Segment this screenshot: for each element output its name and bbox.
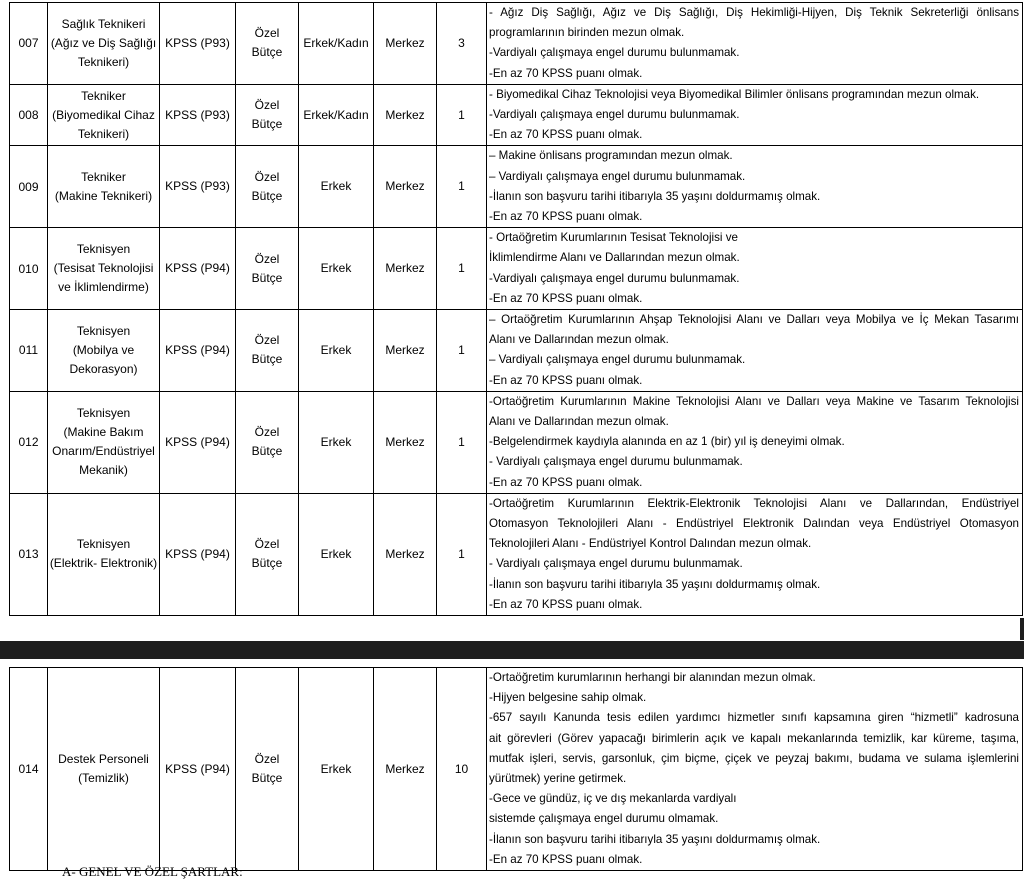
position-count: 1 [458, 107, 465, 122]
table-row [10, 668, 1023, 871]
position-count: 10 [454, 761, 469, 776]
position-subtitle-line: (Ağız ve Diş Sağlığı [50, 35, 157, 50]
budget-line: Özel [254, 26, 280, 41]
position-count-cell [437, 310, 487, 392]
location-cell [374, 84, 437, 146]
position-count: 1 [458, 546, 465, 561]
budget-line: Bütçe [251, 117, 283, 132]
position-count-cell [437, 84, 487, 146]
location: Merkez [385, 35, 425, 50]
requirement-line: -En az 70 KPSS puanı olmak. [489, 128, 643, 142]
gender: Erkek/Kadın [303, 35, 369, 50]
location: Merkez [385, 761, 425, 776]
requirements-cell [487, 668, 1023, 871]
position-title: Destek Personeli [58, 752, 149, 767]
exam-type-cell [160, 310, 236, 392]
requirement-line: -Hijyen belgesine sahip olmak. [489, 691, 647, 705]
position-count-cell [437, 3, 487, 85]
location-cell [374, 3, 437, 85]
position-count: 1 [458, 261, 465, 276]
exam-type: KPSS (P94) [165, 546, 230, 561]
exam-type: KPSS (P94) [165, 434, 230, 449]
gender-cell [299, 668, 374, 871]
requirement-line: Otomasyon Teknolojileri Alanı - Endüstriyel Elektronik Dalından veya Endüstriyel Otomasyon [489, 517, 1019, 531]
gender: Erkek [320, 261, 352, 276]
exam-type: KPSS (P93) [165, 107, 230, 122]
exam-type: KPSS (P93) [165, 179, 230, 194]
positions-table-2 [9, 667, 1023, 871]
exam-type-cell [160, 228, 236, 310]
exam-type-cell [160, 668, 236, 871]
requirement-line: -657 sayılı Kanunda tesis edilen yardımcı hizmetler sınıfı kapsamına giren “hizmetli” kadrosuna [489, 711, 1019, 725]
position-code-cell [10, 228, 48, 310]
location-cell [374, 493, 437, 615]
position-count: 1 [458, 179, 465, 194]
table-row [10, 391, 1023, 493]
gender: Erkek [320, 179, 352, 194]
requirement-line: – Makine önlisans programından mezun olmak. [489, 149, 733, 163]
position-title-cell [48, 493, 160, 615]
position-title-cell [48, 668, 160, 871]
budget-line: Bütçe [251, 444, 283, 459]
gender-cell [299, 84, 374, 146]
budget-line: Özel [254, 98, 280, 113]
gender-cell [299, 228, 374, 310]
requirement-line: - Ortaöğretim Kurumlarının Tesisat Teknolojisi ve [489, 231, 738, 245]
requirement-line: Alanı ve Dallarından mezun olmak. [489, 415, 669, 429]
position-count: 3 [458, 35, 465, 50]
location-cell [374, 228, 437, 310]
requirement-line: -Belgelendirmek kaydıyla alanında en az 1 (bir) yıl iş deneyimi olmak. [489, 435, 845, 449]
table-row [10, 493, 1023, 615]
exam-type-cell [160, 146, 236, 228]
position-subtitle-line: Teknikeri) [77, 54, 130, 69]
position-title: Sağlık Teknikeri [61, 16, 146, 31]
requirement-line: -En az 70 KPSS puanı olmak. [489, 373, 643, 387]
table-row [10, 310, 1023, 392]
location-cell [374, 391, 437, 493]
page-separator-bar [0, 641, 1024, 659]
position-code: 012 [18, 435, 39, 450]
location: Merkez [385, 179, 425, 194]
requirement-line: -En az 70 KPSS puanı olmak. [489, 66, 643, 80]
budget-cell [236, 84, 299, 146]
gender-cell [299, 310, 374, 392]
location: Merkez [385, 434, 425, 449]
position-subtitle-line: (Makine Bakım [63, 425, 144, 440]
position-subtitle-line: (Temizlik) [78, 771, 129, 786]
requirement-line: -İlanın son başvuru tarihi itibarıyla 35 yaşını doldurmamış olmak. [489, 832, 821, 846]
gender-cell [299, 391, 374, 493]
budget-cell [236, 391, 299, 493]
requirements-cell [487, 391, 1023, 493]
position-code: 011 [18, 343, 39, 358]
budget-line: Özel [254, 752, 280, 767]
requirements-cell [487, 146, 1023, 228]
budget-line: Bütçe [251, 771, 283, 786]
position-subtitle-line: (Biyomedikal Cihaz [52, 107, 155, 122]
location: Merkez [385, 107, 425, 122]
position-subtitle-line: Onarım/Endüstriyel [52, 444, 155, 459]
budget-cell [236, 310, 299, 392]
requirement-line: -İlanın son başvuru tarihi itibarıyla 35 yaşını doldurmamış olmak. [489, 189, 821, 203]
budget-line: Bütçe [251, 270, 283, 285]
requirement-line: Teknolojileri Alanı - Endüstriyel Kontrol Dalından mezun olmak. [489, 537, 812, 551]
position-count: 1 [458, 434, 465, 449]
position-count-cell [437, 493, 487, 615]
location: Merkez [385, 546, 425, 561]
page-edge-bar [1020, 618, 1024, 640]
requirement-line: -Vardiyalı çalışmaya engel durumu bulunmamak. [489, 271, 740, 285]
gender-cell [299, 493, 374, 615]
requirement-line: - Biyomedikal Cihaz Teknolojisi veya Biyomedikal Bilimler önlisans programından mezun olmak. [489, 87, 980, 101]
position-count-cell [437, 146, 487, 228]
gender-cell [299, 3, 374, 85]
requirement-line: -Gece ve gündüz, iç ve dış mekanlarda vardiyalı [489, 792, 737, 806]
requirements-cell [487, 228, 1023, 310]
position-title-cell [48, 146, 160, 228]
position-count-cell [437, 391, 487, 493]
table-row [10, 228, 1023, 310]
position-code-cell [10, 391, 48, 493]
position-subtitle-line: Dekorasyon) [69, 361, 138, 376]
position-title: Tekniker [81, 169, 126, 184]
location: Merkez [385, 261, 425, 276]
requirement-line: - Vardiyalı çalışmaya engel durumu bulunmamak. [489, 455, 743, 469]
requirement-line: - Ağız Diş Sağlığı, Ağız ve Diş Sağlığı, Diş Hekimliği-Hijyen, Diş Teknik Sekreterliği önlisans [489, 6, 1019, 19]
requirement-line: -En az 70 KPSS puanı olmak. [489, 597, 643, 611]
position-code: 009 [18, 179, 39, 194]
gender: Erkek [320, 434, 352, 449]
requirement-line: yürütmek) yerine getirmek. [489, 772, 627, 786]
position-code-cell [10, 668, 48, 871]
budget-line: Bütçe [251, 352, 283, 367]
position-subtitle-line: (Makine Teknikeri) [54, 188, 153, 203]
requirement-line: -En az 70 KPSS puanı olmak. [489, 852, 643, 866]
location-cell [374, 146, 437, 228]
budget-cell [236, 228, 299, 310]
position-subtitle-line: (Mobilya ve [72, 342, 135, 357]
position-title: Teknisyen [76, 323, 131, 338]
requirement-line: ait görevleri (Görev yapacağı birimlerin açık ve kapalı mekanlarında temizlik, kar küreme, taşıma, [489, 731, 1019, 745]
position-code: 010 [18, 261, 39, 276]
requirement-line: -Ortaöğretim Kurumlarının Elektrik-Elektronik Teknolojisi Alanı ve Dallarından, Endüstriyel [489, 496, 1019, 510]
exam-type: KPSS (P93) [165, 35, 230, 50]
budget-line: Bütçe [251, 556, 283, 571]
position-count-cell [437, 228, 487, 310]
budget-cell [236, 493, 299, 615]
location: Merkez [385, 342, 425, 357]
section-heading: A- GENEL VE ÖZEL ŞARTLAR: [62, 864, 243, 879]
position-title-cell [48, 310, 160, 392]
table-row [10, 146, 1023, 228]
requirement-line: – Vardiyalı çalışmaya engel durumu bulunmamak. [489, 353, 746, 367]
position-subtitle-line: (Tesisat Teknolojisi [53, 261, 154, 276]
requirement-line: sistemde çalışmaya engel durumu olmamak. [489, 812, 719, 826]
requirement-line: -En az 70 KPSS puanı olmak. [489, 210, 643, 224]
position-title: Tekniker [81, 88, 126, 103]
position-title: Teknisyen [76, 242, 131, 257]
positions-table-1 [9, 2, 1023, 616]
gender: Erkek [320, 342, 352, 357]
position-code: 014 [18, 762, 39, 777]
gender: Erkek/Kadın [303, 107, 369, 122]
requirements-cell [487, 84, 1023, 146]
gender: Erkek [320, 761, 352, 776]
position-title-cell [48, 228, 160, 310]
requirement-line: İklimlendirme Alanı ve Dallarından mezun olmak. [489, 251, 740, 265]
exam-type: KPSS (P94) [165, 342, 230, 357]
position-subtitle-line: Mekanik) [79, 463, 128, 478]
table-row [10, 3, 1023, 85]
requirement-line: - Vardiyalı çalışmaya engel durumu bulunmamak. [489, 557, 743, 571]
position-code-cell [10, 493, 48, 615]
requirement-line: – Ortaöğretim Kurumlarının Ahşap Teknolojisi Alanı ve Dalları veya Mobilya ve İç Mekan Tasarımı [489, 313, 1019, 327]
requirement-line: mutfak işleri, servis, garsonluk, çim biçme, çiçek ve peyzaj bakımı, budama ve sulama işlemlerini [489, 751, 1019, 765]
position-code-cell [10, 3, 48, 85]
gender: Erkek [320, 546, 352, 561]
location-cell [374, 310, 437, 392]
gender-cell [299, 146, 374, 228]
exam-type: KPSS (P94) [165, 761, 230, 776]
position-code: 013 [18, 547, 39, 562]
exam-type-cell [160, 84, 236, 146]
position-title-cell [48, 84, 160, 146]
exam-type-cell [160, 3, 236, 85]
position-subtitle-line: Teknikeri) [77, 126, 130, 141]
requirements-cell [487, 493, 1023, 615]
budget-line: Özel [254, 537, 280, 552]
requirement-line: -En az 70 KPSS puanı olmak. [489, 291, 643, 305]
position-title: Teknisyen [76, 537, 131, 552]
budget-line: Özel [254, 169, 280, 184]
position-title: Teknisyen [76, 406, 131, 421]
requirement-line: -Vardiyalı çalışmaya engel durumu bulunmamak. [489, 108, 740, 122]
requirements-cell [487, 310, 1023, 392]
position-subtitle-line: (Elektrik- Elektronik) [49, 556, 158, 571]
budget-line: Bütçe [251, 45, 283, 60]
position-title-cell [48, 3, 160, 85]
requirements-cell [487, 3, 1023, 85]
exam-type-cell [160, 391, 236, 493]
exam-type-cell [160, 493, 236, 615]
position-code-cell [10, 84, 48, 146]
exam-type: KPSS (P94) [165, 261, 230, 276]
requirement-line: – Vardiyalı çalışmaya engel durumu bulunmamak. [489, 169, 746, 183]
position-code: 007 [18, 36, 39, 51]
requirement-line: programlarının birinden mezun olmak. [489, 26, 685, 40]
position-code: 008 [18, 108, 39, 123]
position-count-cell [437, 668, 487, 871]
position-code-cell [10, 310, 48, 392]
budget-cell [236, 3, 299, 85]
requirement-line: -Ortaöğretim Kurumlarının Makine Teknolojisi Alanı ve Dalları veya Makine ve Tasarım Teknolojisi [489, 394, 1019, 408]
requirement-line: -Vardiyalı çalışmaya engel durumu bulunmamak. [489, 46, 740, 60]
position-count: 1 [458, 342, 465, 357]
budget-line: Özel [254, 251, 280, 266]
location-cell [374, 668, 437, 871]
requirement-line: -En az 70 KPSS puanı olmak. [489, 475, 643, 489]
budget-line: Bütçe [251, 188, 283, 203]
position-title-cell [48, 391, 160, 493]
position-subtitle-line: ve İklimlendirme) [58, 280, 149, 295]
budget-cell [236, 668, 299, 871]
budget-cell [236, 146, 299, 228]
budget-line: Özel [254, 425, 280, 440]
requirement-line: -Ortaöğretim kurumlarının herhangi bir alanından mezun olmak. [489, 671, 816, 684]
budget-line: Özel [254, 333, 280, 348]
requirement-line: Alanı ve Dallarından mezun olmak. [489, 333, 669, 347]
requirement-line: -İlanın son başvuru tarihi itibarıyla 35 yaşını doldurmamış olmak. [489, 577, 821, 591]
position-code-cell [10, 146, 48, 228]
table-row [10, 84, 1023, 146]
